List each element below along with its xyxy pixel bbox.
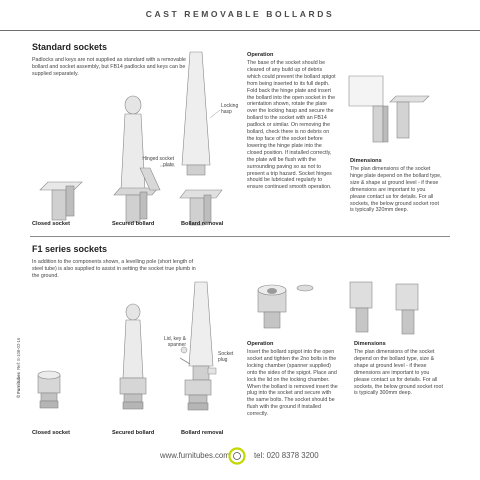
f1-dimensions-title: Dimensions	[354, 341, 386, 347]
f1-components-illustration	[250, 276, 440, 338]
section-divider	[30, 236, 450, 237]
section-title-f1: F1 series sockets	[32, 244, 108, 254]
furnitubes-logo-icon	[228, 447, 246, 465]
f1-caption-secured-bollard: Secured bollard	[112, 430, 155, 436]
closed-socket-illustration	[40, 182, 82, 220]
f1-operation-text: Insert the bollard spigot into the open socket and tighten the 2no bolts in the locking chamber (spanner supplied) onto the sides of the spigot. Place and lock the lid on the locking chamber. When the bollard is removed insert the plug into the socket and secure with the same bolts. The socket should be flush with the ground if installed correctly.	[247, 349, 338, 418]
footer-website[interactable]: www.furnitubes.com	[160, 451, 230, 460]
caption-bollard-removal: Bollard removal	[181, 221, 224, 227]
bollard-removal-illustration	[140, 52, 222, 225]
f1-caption-bollard-removal: Bollard removal	[181, 430, 224, 436]
label-hinged-socket-plate: Hinged socket plate	[142, 156, 174, 168]
standard-dimensions-title: Dimensions	[350, 158, 382, 164]
page-header	[0, 0, 480, 31]
socket-plan-illustration	[345, 72, 435, 152]
f1-illustrations	[30, 280, 250, 420]
caption-secured-bollard: Secured bollard	[112, 221, 155, 227]
label-socket-plug: Socket plug	[218, 351, 234, 363]
label-locking-hasp: Locking hasp	[221, 103, 239, 115]
footer-phone: tel: 020 8378 3200	[254, 451, 319, 460]
side-reference: Ref: S-108-02-16	[16, 337, 21, 370]
section-title-standard: Standard sockets	[32, 42, 108, 52]
label-lid-key-spanner: Lid, key & spanner	[164, 336, 186, 348]
page-title: CAST REMOVABLE BOLLARDS	[145, 9, 335, 19]
standard-dimensions-text: The plan dimensions of the socket hinge plate depend on the bollard type, size & shape at ground level - if these dimensions are important to you please contact us for details. For all sockets, the below ground socket root is typically 320mm deep.	[350, 166, 442, 214]
standard-operation-text: The base of the socket should be cleared of any build up of debris which could prevent the bollard spigot from being inserted to its full depth. Fold back the hinge plate and insert the bollard into the open socket in the orientation shown, rotate the plate over the locking hasp and secure the bollard to the socket with an FB14 padlock or similar. On removing the bollard, check there is no debris on the top face of the socket before lowering the hinge plate into the closed position. If installed correctly, the plate will be flush with the surrounding paving so as not to present a trip hazard. Socket hinges should be lubricated regularly to ensure continued smooth operation.	[247, 60, 336, 191]
side-copyright	[16, 338, 21, 398]
f1-intro: In addition to the components shown, a levelling pole (short length of steel tube) is also supplied to assist in setting the socket true plumb in the ground.	[32, 259, 196, 279]
f1-dimensions-text: The plan dimensions of the socket depend on the bollard type, size & shape at ground level - if these dimensions are important to you please contact us for details. For all sockets, the below ground socket root is typically 300mm deep.	[354, 349, 443, 397]
f1-secured-bollard-illustration	[120, 304, 146, 409]
standard-intro: Padlocks and keys are not supplied as standard with a removable bollard and socket assembly, but FB14 padlocks and keys can be supplied separately.	[32, 57, 186, 77]
f1-caption-closed-socket: Closed socket	[32, 430, 70, 436]
standard-illustrations	[30, 40, 240, 240]
caption-closed-socket: Closed socket	[32, 221, 70, 227]
standard-operation-title: Operation	[247, 52, 274, 58]
page-footer	[0, 422, 480, 480]
side-copyright-brand: © Furnitubes	[16, 372, 21, 398]
f1-operation-title: Operation	[247, 341, 274, 347]
f1-closed-socket-illustration	[38, 371, 60, 408]
